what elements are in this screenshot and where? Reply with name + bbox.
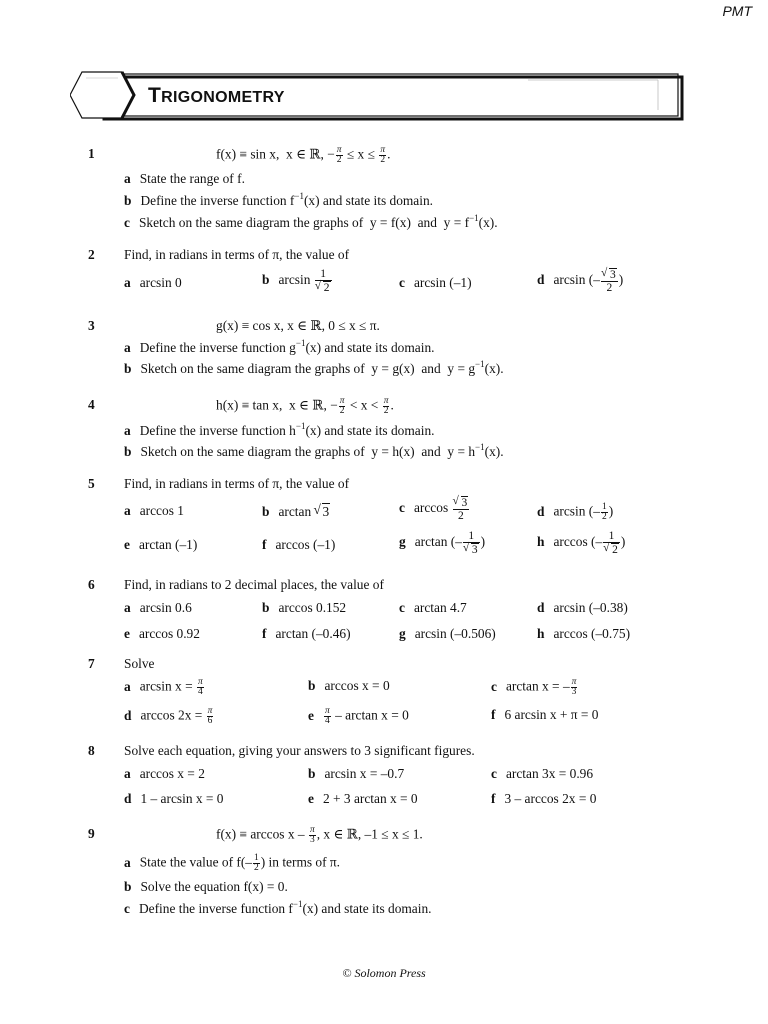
q5-part-e: e arctan (–1)	[124, 537, 198, 552]
page-title: TRIGONOMETRY	[148, 84, 285, 107]
question-number: 5	[88, 476, 95, 491]
q4-part-b: b Sketch on the same diagram the graphs of y = h(x) and $y = h^{-1}(x)$.	[124, 442, 504, 459]
q1-part-a: a State the range of f.	[124, 171, 245, 186]
q6-part-b: b arccos 0.152	[262, 600, 347, 615]
q8-stem: Solve each equation, giving your answers to 3 significant figures.	[124, 743, 475, 758]
q1-part-b: b Define the inverse function $f^{-1}(x)$ and state its domain.	[124, 191, 434, 208]
question-number: 3	[88, 318, 95, 333]
q4-definition: h(x) ≡ tan x, x ∈ ℝ, − $\frac{\pi}{2}$ < x < $\frac{\pi}{2}$ .	[216, 396, 394, 416]
q7-part-c: c arctan x = – $\frac{\pi}{3}$	[491, 677, 577, 697]
q9-part-a: a State the value of f(– $\frac{1}{2}$ ) in terms of π.	[124, 853, 341, 873]
q6-part-g: g arcsin (–0.506)	[399, 626, 496, 641]
q3-part-b: b Sketch on the same diagram the graphs of y = g(x) and $y = g^{-1}(x)$.	[124, 359, 504, 376]
q6-part-f: f arctan (–0.46)	[262, 626, 351, 641]
q8-part-c: c arctan 3x = 0.96	[491, 766, 594, 781]
q6-part-a: a arcsin 0.6	[124, 600, 192, 615]
q5-stem: Find, in radians in terms of π, the value of	[124, 476, 350, 491]
q6-stem: Find, in radians to 2 decimal places, the value of	[124, 577, 384, 592]
q2-part-a: a arcsin 0	[124, 275, 182, 290]
question-number: 2	[88, 247, 95, 262]
q2-part-d: d arcsin (– √ $\frac{3}{2}$ )	[537, 268, 623, 294]
question-number: 6	[88, 577, 95, 592]
q2-part-b: b arcsin 1 √ 2	[262, 268, 333, 294]
q6-part-d: d arcsin (–0.38)	[537, 600, 628, 615]
q4-part-a: a Define the inverse function $h^{-1}(x)$ and state its domain.	[124, 421, 435, 438]
q8-part-b: b arcsin x = –0.7	[308, 766, 405, 781]
q3-part-a: a Define the inverse function $g^{-1}(x)$ and state its domain.	[124, 338, 435, 355]
question-number: 1	[88, 146, 95, 161]
question-number: 8	[88, 743, 95, 758]
q6-part-e: e arccos 0.92	[124, 626, 200, 641]
q7-part-b: b arccos x = 0	[308, 678, 390, 693]
q9-part-b: b Solve the equation f(x) = 0.	[124, 879, 288, 894]
q5-part-g: g arctan (– 1 √ 3 )	[399, 530, 485, 556]
question-number: 9	[88, 826, 95, 841]
q8-part-f: f 3 – arccos 2x = 0	[491, 791, 597, 806]
q3-definition: g(x) ≡ cos x, x ∈ ℝ, 0 ≤ x ≤ π.	[216, 318, 380, 333]
q5-part-h: h arccos (– 1 √ 2 )	[537, 530, 625, 556]
q5-part-c: c arccos √ $\frac{3}{2}$	[399, 496, 470, 522]
q9-part-c: c Define the inverse function $f^{-1}(x)$ and state its domain.	[124, 899, 432, 916]
q8-part-d: d 1 – arcsin x = 0	[124, 791, 224, 806]
q5-part-f: f arccos (–1)	[262, 537, 336, 552]
q6-part-c: c arctan 4.7	[399, 600, 467, 615]
q5-part-d: d arcsin (– $\frac{1}{2}$ )	[537, 502, 614, 522]
footer-credit: © Solomon Press	[342, 966, 426, 980]
q5-part-a: a arccos 1	[124, 503, 184, 518]
q7-part-a: a arcsin x = $\frac{\pi}{4}$	[124, 677, 203, 697]
q7-part-f: f 6 arcsin x + π = 0	[491, 707, 599, 722]
q7-part-e: e $\frac{\pi}{4}$ – arctan x = 0	[308, 706, 409, 726]
q2-stem: Find, in radians in terms of π, the value of	[124, 247, 350, 262]
q7-part-d: d arccos 2x = $\frac{\pi}{6}$	[124, 706, 213, 726]
q1-definition: f(x) ≡ sin x, x ∈ ℝ, − $\frac{\pi}{2}$ ≤ x ≤ $\frac{\pi}{2}$ .	[216, 145, 391, 165]
question-number: 7	[88, 656, 95, 671]
q8-part-a: a arccos x = 2	[124, 766, 205, 781]
q9-definition: f(x) ≡ arccos x – $\frac{\pi}{3}$ , x ∈ ℝ, –1 ≤ x ≤ 1.	[216, 825, 423, 845]
q6-part-h: h arccos (–0.75)	[537, 626, 631, 641]
q2-part-c: c arcsin (–1)	[399, 275, 472, 290]
q7-stem: Solve	[124, 656, 155, 671]
q1-part-c: c Sketch on the same diagram the graphs of y = f(x) and $y = f^{-1}(x)$.	[124, 213, 498, 230]
corner-tag: PMT	[722, 3, 752, 19]
question-number: 4	[88, 397, 95, 412]
q8-part-e: e 2 + 3 arctan x = 0	[308, 791, 418, 806]
q5-part-b: b arctan √ 3	[262, 503, 330, 520]
